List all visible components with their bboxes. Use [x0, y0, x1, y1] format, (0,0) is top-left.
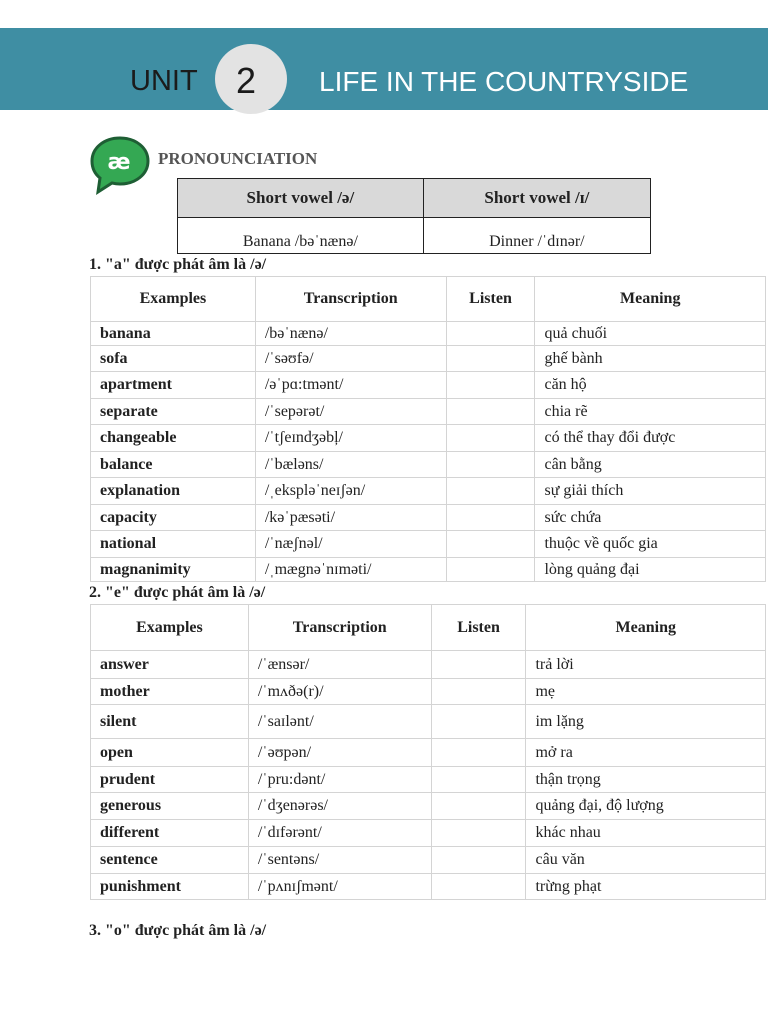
listen-cell — [446, 558, 535, 582]
meaning: quả chuối — [535, 322, 766, 346]
vowel-heading-short-i: Short vowel /ɪ/ — [423, 179, 650, 218]
table-row — [91, 531, 766, 558]
table-row — [91, 425, 766, 452]
column-header-listen: Listen — [446, 277, 535, 322]
example-word: balance — [91, 452, 256, 478]
vowel-example-short-i: Dinner /ˈdɪnər/ — [423, 218, 650, 254]
table-row — [91, 820, 766, 847]
listen-cell — [446, 346, 535, 372]
example-word: sentence — [91, 847, 249, 874]
example-word: answer — [91, 651, 249, 679]
listen-cell — [431, 874, 526, 900]
transcription: /bəˈnænə/ — [255, 322, 446, 346]
section-e-title: 2. "e" được phát âm là /ə/ — [89, 584, 266, 601]
example-word: prudent — [91, 767, 249, 793]
table-row — [91, 399, 766, 425]
table-row — [91, 679, 766, 705]
example-word: different — [91, 820, 249, 847]
example-word: mother — [91, 679, 249, 705]
listen-cell — [431, 767, 526, 793]
example-word: apartment — [91, 372, 256, 399]
column-header-transcription: Transcription — [255, 277, 446, 322]
listen-cell — [446, 372, 535, 399]
table-row — [91, 505, 766, 531]
meaning: chia rẽ — [535, 399, 766, 425]
meaning: trừng phạt — [526, 874, 766, 900]
transcription: /ˈdʒenərəs/ — [248, 793, 431, 820]
meaning: cân bằng — [535, 452, 766, 478]
transcription: /ˈænsər/ — [248, 651, 431, 679]
example-word: sofa — [91, 346, 256, 372]
meaning: im lặng — [526, 705, 766, 739]
example-word: separate — [91, 399, 256, 425]
table-row — [91, 322, 766, 346]
table-row — [91, 478, 766, 505]
meaning: có thể thay đổi được — [535, 425, 766, 452]
table-row — [91, 874, 766, 900]
transcription: /ˈtʃeɪndʒəbļ/ — [255, 425, 446, 452]
vowel-table — [177, 178, 651, 254]
meaning: sự giải thích — [535, 478, 766, 505]
transcription: /ˈpru:dənt/ — [248, 767, 431, 793]
transcription: /ˈpʌnɪʃmənt/ — [248, 874, 431, 900]
column-header-examples: Examples — [91, 277, 256, 322]
meaning: căn hộ — [535, 372, 766, 399]
column-header-meaning: Meaning — [535, 277, 766, 322]
example-word: magnanimity — [91, 558, 256, 582]
meaning: thận trọng — [526, 767, 766, 793]
table-row — [91, 793, 766, 820]
example-word: banana — [91, 322, 256, 346]
listen-cell — [446, 322, 535, 346]
transcription: /kəˈpæsəti/ — [255, 505, 446, 531]
transcription: /əˈpɑ:tmənt/ — [255, 372, 446, 399]
transcription: /ˌekspləˈneɪʃən/ — [255, 478, 446, 505]
meaning: thuộc về quốc gia — [535, 531, 766, 558]
table-row — [91, 651, 766, 679]
section-a-title: 1. "a" được phát âm là /ə/ — [89, 256, 267, 273]
section-o-title: 3. "o" được phát âm là /ə/ — [89, 922, 267, 939]
transcription: /ˈdɪfərənt/ — [248, 820, 431, 847]
meaning: quảng đại, độ lượng — [526, 793, 766, 820]
listen-cell — [431, 739, 526, 767]
example-word: open — [91, 739, 249, 767]
listen-cell — [431, 679, 526, 705]
column-header-examples: Examples — [91, 605, 249, 651]
table-row — [91, 452, 766, 478]
meaning: sức chứa — [535, 505, 766, 531]
unit-number: 2 — [235, 60, 257, 101]
meaning: trả lời — [526, 651, 766, 679]
transcription: /ˌmægnəˈnɪməti/ — [255, 558, 446, 582]
meaning: mẹ — [526, 679, 766, 705]
meaning: ghế bành — [535, 346, 766, 372]
unit-label: UNIT — [130, 65, 198, 97]
table-row — [91, 346, 766, 372]
meaning: lòng quảng đại — [535, 558, 766, 582]
transcription: /ˈsaɪlənt/ — [248, 705, 431, 739]
listen-cell — [446, 425, 535, 452]
table-row — [91, 705, 766, 739]
listen-cell — [431, 847, 526, 874]
listen-cell — [431, 651, 526, 679]
transcription: /ˈmʌðə(r)/ — [248, 679, 431, 705]
column-header-listen: Listen — [431, 605, 526, 651]
example-word: silent — [91, 705, 249, 739]
listen-cell — [431, 820, 526, 847]
vowel-example-schwa: Banana /bəˈnænə/ — [178, 218, 424, 254]
example-word: capacity — [91, 505, 256, 531]
example-word: changeable — [91, 425, 256, 452]
meaning: mở ra — [526, 739, 766, 767]
listen-cell — [431, 793, 526, 820]
examples-table-e — [90, 604, 766, 900]
transcription: /ˈsepərət/ — [255, 399, 446, 425]
listen-cell — [446, 452, 535, 478]
ae-glyph: æ — [107, 150, 131, 175]
listen-cell — [446, 399, 535, 425]
meaning: khác nhau — [526, 820, 766, 847]
speech-bubble-icon — [88, 134, 152, 196]
example-word: punishment — [91, 874, 249, 900]
table-row — [91, 372, 766, 399]
transcription: /ˈbæləns/ — [255, 452, 446, 478]
table-row — [91, 739, 766, 767]
pronunciation-heading: PRONOUNCIATION — [158, 149, 318, 168]
meaning: câu văn — [526, 847, 766, 874]
example-word: national — [91, 531, 256, 558]
vowel-heading-schwa: Short vowel /ə/ — [178, 179, 424, 218]
unit-title: LIFE IN THE COUNTRYSIDE — [319, 66, 689, 97]
example-word: generous — [91, 793, 249, 820]
listen-cell — [446, 505, 535, 531]
column-header-transcription: Transcription — [248, 605, 431, 651]
transcription: /ˈsəʊfə/ — [255, 346, 446, 372]
listen-cell — [446, 531, 535, 558]
table-row — [91, 847, 766, 874]
transcription: /ˈnæʃnəl/ — [255, 531, 446, 558]
listen-cell — [431, 705, 526, 739]
transcription: /ˈsentəns/ — [248, 847, 431, 874]
transcription: /ˈəʊpən/ — [248, 739, 431, 767]
examples-table-a — [90, 276, 766, 582]
table-row — [91, 558, 766, 582]
column-header-meaning: Meaning — [526, 605, 766, 651]
table-row — [91, 767, 766, 793]
example-word: explanation — [91, 478, 256, 505]
listen-cell — [446, 478, 535, 505]
